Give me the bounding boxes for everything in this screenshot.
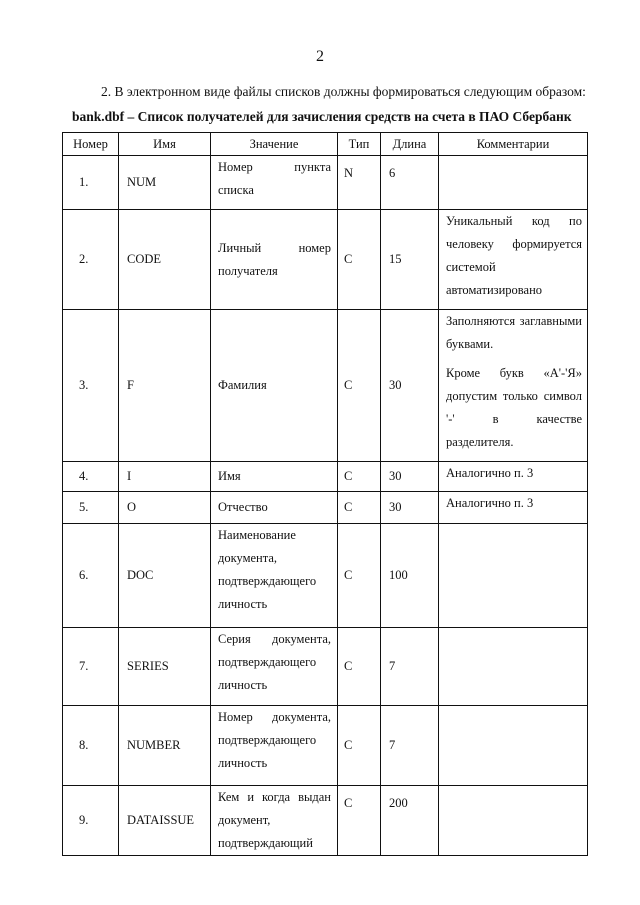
row-number: 7.: [63, 628, 119, 706]
row-field-name: SERIES: [119, 628, 211, 706]
row-number: 4.: [63, 462, 119, 492]
row-length: 100: [381, 524, 439, 628]
row-number: 3.: [63, 310, 119, 462]
row-number: 2.: [63, 210, 119, 310]
row-type: C: [338, 492, 381, 524]
comment-paragraph: Кроме букв «А'-'Я» допустим только символ '-' в качестве разделителя.: [446, 366, 582, 449]
row-length: 30: [381, 462, 439, 492]
table-row: [63, 210, 588, 310]
header-length: Длина: [381, 133, 439, 156]
row-field-name: O: [119, 492, 211, 524]
table-row: [63, 462, 588, 492]
header-name: Имя: [119, 133, 211, 156]
table-heading: bank.dbf – Список получателей для зачисления средств на счета в ПАО Сбербанк: [72, 109, 572, 124]
row-length: 200: [381, 786, 439, 856]
row-comment: [439, 524, 588, 628]
header-type: Тип: [338, 133, 381, 156]
row-length: 7: [381, 706, 439, 786]
row-type: C: [338, 628, 381, 706]
header-number: Номер: [63, 133, 119, 156]
table-row: [63, 524, 588, 628]
row-length: 30: [381, 492, 439, 524]
header-comment: Комментарии: [439, 133, 588, 156]
row-meaning: Наименование документа, подтверждающего личность: [211, 524, 338, 628]
row-type: C: [338, 786, 381, 856]
table-row: [63, 706, 588, 786]
row-field-name: DOC: [119, 524, 211, 628]
row-length: 30: [381, 310, 439, 462]
comment-paragraph: Заполняются заглавными буквами.: [446, 314, 582, 351]
header-meaning: Значение: [211, 133, 338, 156]
row-field-name: NUMBER: [119, 706, 211, 786]
row-type: C: [338, 210, 381, 310]
row-field-name: CODE: [119, 210, 211, 310]
row-meaning: Фамилия: [211, 310, 338, 462]
row-comment: [439, 628, 588, 706]
row-type: N: [338, 156, 381, 210]
row-comment: [439, 156, 588, 210]
row-field-name: DATAISSUE: [119, 786, 211, 856]
row-comment: [439, 786, 588, 856]
table-header-row: [63, 133, 588, 156]
row-number: 6.: [63, 524, 119, 628]
table-row: [63, 628, 588, 706]
row-meaning: Номер пункта списка: [211, 156, 338, 210]
table-row: [63, 310, 588, 462]
row-comment: [439, 310, 588, 462]
fields-table: [62, 132, 588, 856]
row-number: 1.: [63, 156, 119, 210]
row-meaning: Кем и когда выдан документ, подтверждающий: [211, 786, 338, 856]
row-comment: Аналогично п. 3: [439, 492, 588, 524]
row-number: 8.: [63, 706, 119, 786]
row-meaning: Имя: [211, 462, 338, 492]
intro-text: 2. В электронном виде файлы списков должны формироваться следующим образом:: [101, 84, 586, 99]
row-length: 15: [381, 210, 439, 310]
row-type: C: [338, 462, 381, 492]
row-number: 5.: [63, 492, 119, 524]
row-length: 7: [381, 628, 439, 706]
row-meaning: Номер документа, подтверждающего личность: [211, 706, 338, 786]
row-meaning: Серия документа, подтверждающего личность: [211, 628, 338, 706]
row-comment: Уникальный код по человеку формируется системой автоматизировано: [439, 210, 588, 310]
table-row: [63, 492, 588, 524]
row-type: C: [338, 310, 381, 462]
row-meaning: Личный номер получателя: [211, 210, 338, 310]
row-meaning: Отчество: [211, 492, 338, 524]
row-type: C: [338, 524, 381, 628]
row-field-name: F: [119, 310, 211, 462]
row-field-name: NUM: [119, 156, 211, 210]
page-number: 2: [316, 48, 324, 65]
row-field-name: I: [119, 462, 211, 492]
table-row: [63, 786, 588, 856]
row-number: 9.: [63, 786, 119, 856]
row-length: 6: [381, 156, 439, 210]
row-type: C: [338, 706, 381, 786]
row-comment: [439, 706, 588, 786]
table-row: [63, 156, 588, 210]
row-comment: Аналогично п. 3: [439, 462, 588, 492]
